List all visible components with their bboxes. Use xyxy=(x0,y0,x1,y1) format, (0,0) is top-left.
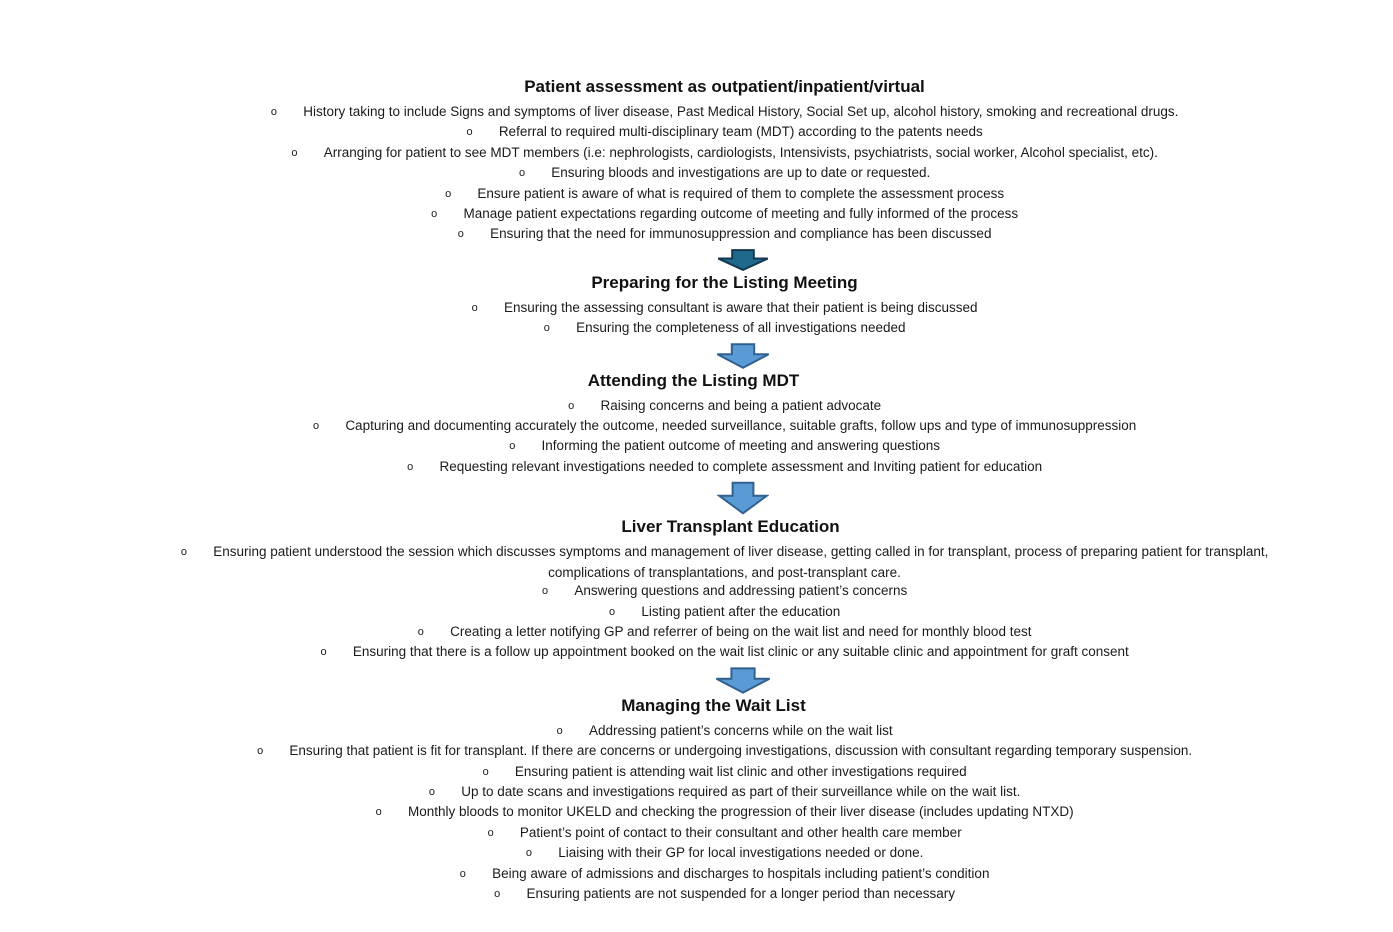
bullet-marker: o xyxy=(525,848,533,861)
bullet-marker: o xyxy=(320,647,327,660)
bullet-marker: o xyxy=(466,127,473,140)
bullet-text: Monthly bloods to monitor UKELD and checking the progression of their liver disease (includes updating NTXD) xyxy=(408,804,1074,820)
bullet-text: Answering questions and addressing patient’s concerns xyxy=(574,583,908,599)
bullet-item xyxy=(170,844,1280,864)
stage-title: Attending the Listing MDT xyxy=(587,370,800,390)
stage-title: Patient assessment as outpatient/inpatient/virtual xyxy=(524,77,925,96)
bullet-marker: o xyxy=(430,209,438,222)
bullet-text: Liaising with their GP for local investigations needed or done. xyxy=(558,845,924,861)
bullet-text: Creating a letter notifying GP and referrer of being on the wait list and need for monthly blood test xyxy=(450,623,1032,639)
bullet-text: Up to date scans and investigations required as part of their surveillance while on the wait list. xyxy=(461,783,1021,799)
down-arrow-icon xyxy=(717,481,769,515)
bullet-text: Referral to required multi-disciplinary team (MDT) according to the patents needs xyxy=(498,124,983,140)
bullet-item xyxy=(170,205,1280,225)
bullet-item xyxy=(170,643,1280,663)
bullet-item xyxy=(170,543,1280,582)
bullet-marker: o xyxy=(459,868,467,881)
bullet-text: Patient’s point of contact to their consultant and other health care member xyxy=(519,824,962,840)
down-arrow-icon xyxy=(714,667,772,694)
bullet-item xyxy=(170,742,1280,762)
bullet-item xyxy=(170,144,1280,164)
bullet-text: Being aware of admissions and discharges to hospitals including patient’s condition xyxy=(492,865,990,881)
bullet-text: Ensure patient is aware of what is required of them to complete the assessment process xyxy=(477,185,1005,201)
bullet-text: Capturing and documenting accurately the outcome, needed surveillance, suitable grafts, follow ups and type of immunosuppression xyxy=(345,418,1137,434)
bullet-item xyxy=(170,437,1280,457)
bullet-marker: o xyxy=(493,888,501,901)
bullet-text: Ensuring the completeness of all investigations needed xyxy=(576,320,906,336)
bullet-marker: o xyxy=(482,766,489,779)
bullet-text: Addressing patient’s concerns while on the wait list xyxy=(588,722,893,738)
bullet-item xyxy=(170,824,1280,844)
bullet-text: Requesting relevant investigations needed to complete assessment and Inviting patient for education xyxy=(439,458,1043,474)
bullet-text: Ensuring that patient is fit for transplant. If there are concerns or undergoing investigations, discussion with consultant regarding temporary suspension. xyxy=(289,743,1193,759)
stage-4 xyxy=(56,517,1393,663)
bullet-marker: o xyxy=(444,188,452,201)
bullet-marker: o xyxy=(428,786,436,799)
bullet-marker: o xyxy=(406,461,414,474)
bullet-marker: o xyxy=(291,147,298,160)
bullet-marker: o xyxy=(556,725,563,738)
bullet-item xyxy=(170,185,1280,205)
bullet-item xyxy=(170,603,1280,623)
bullet-marker: o xyxy=(608,606,616,619)
stage-title: Managing the Wait List xyxy=(621,695,806,715)
bullet-text: Raising concerns and being a patient advocate xyxy=(600,397,882,413)
bullet-text: History taking to include Signs and symptoms of liver disease, Past Medical History, Social Set up, alcohol history, smoking and recreational drugs. xyxy=(303,104,1179,119)
bullet-item xyxy=(170,885,1280,905)
bullet-marker: o xyxy=(375,807,382,820)
bullet-text: Ensuring bloods and investigations are up to date or requested. xyxy=(551,165,931,181)
bullet-item xyxy=(170,763,1280,783)
bullet-marker: o xyxy=(518,168,526,181)
bullet-item xyxy=(170,582,1280,602)
bullet-item xyxy=(170,865,1280,885)
bullet-marker: o xyxy=(471,302,479,315)
bullet-marker: o xyxy=(541,586,549,599)
bullet-marker: o xyxy=(487,827,494,840)
bullet-text: Ensuring patient understood the session which discusses symptoms and management of liver disease, getting called in for transplant, process of preparing patient for transplant, complications of transplantations, and post-transplant care. xyxy=(213,544,1269,580)
bullet-item xyxy=(170,623,1280,643)
bullet-text: Listing patient after the education xyxy=(641,603,841,619)
bullet-text: Ensuring that there is a follow up appointment booked on the wait list clinic or any suitable clinic and appointment for graft consent xyxy=(352,644,1129,660)
bullet-marker: o xyxy=(417,626,425,639)
bullet-text: Informing the patient outcome of meeting and answering questions xyxy=(541,438,941,454)
bullet-marker: o xyxy=(270,107,278,119)
bullet-marker: o xyxy=(508,441,516,454)
down-arrow-icon xyxy=(716,249,770,271)
bullet-item xyxy=(170,417,1280,437)
bullet-text: Ensuring the assessing consultant is aware that their patient is being discussed xyxy=(504,299,978,315)
bullet-item xyxy=(170,783,1280,803)
bullet-text: Ensuring that the need for immunosuppression and compliance has been discussed xyxy=(490,226,992,242)
bullet-item xyxy=(170,103,1280,123)
bullet-marker: o xyxy=(567,400,575,413)
bullet-item xyxy=(170,319,1280,339)
bullet-item xyxy=(170,458,1280,478)
stage-1 xyxy=(56,77,1393,246)
bullet-item xyxy=(170,225,1280,245)
stage-title: Liver Transplant Education xyxy=(621,517,840,537)
stage-title: Preparing for the Listing Meeting xyxy=(591,272,858,292)
bullet-item xyxy=(170,722,1280,742)
bullet-text: Arranging for patient to see MDT members (i.e: nephrologists, cardiologists, Intensivists, psychiatrists, social worker, Alcohol specialist, etc). xyxy=(323,144,1158,160)
bullet-marker: o xyxy=(457,229,465,242)
bullet-marker: o xyxy=(312,421,320,434)
bullet-marker: o xyxy=(256,746,264,759)
bullet-text: Ensuring patients are not suspended for a longer period than necessary xyxy=(526,885,956,901)
bullet-item xyxy=(170,164,1280,184)
bullet-item xyxy=(170,123,1280,143)
stage-2 xyxy=(56,273,1393,340)
bullet-item xyxy=(170,299,1280,319)
bullet-marker: o xyxy=(180,547,188,560)
bullet-text: Ensuring patient is attending wait list clinic and other investigations required xyxy=(514,763,967,779)
down-arrow-icon xyxy=(715,343,771,369)
bullet-marker: o xyxy=(543,323,551,336)
stage-3 xyxy=(56,371,1393,479)
bullet-text: Manage patient expectations regarding outcome of meeting and fully informed of the process xyxy=(463,206,1019,222)
bullet-item xyxy=(170,803,1280,823)
bullet-item xyxy=(170,397,1280,417)
stage-5 xyxy=(56,696,1393,906)
